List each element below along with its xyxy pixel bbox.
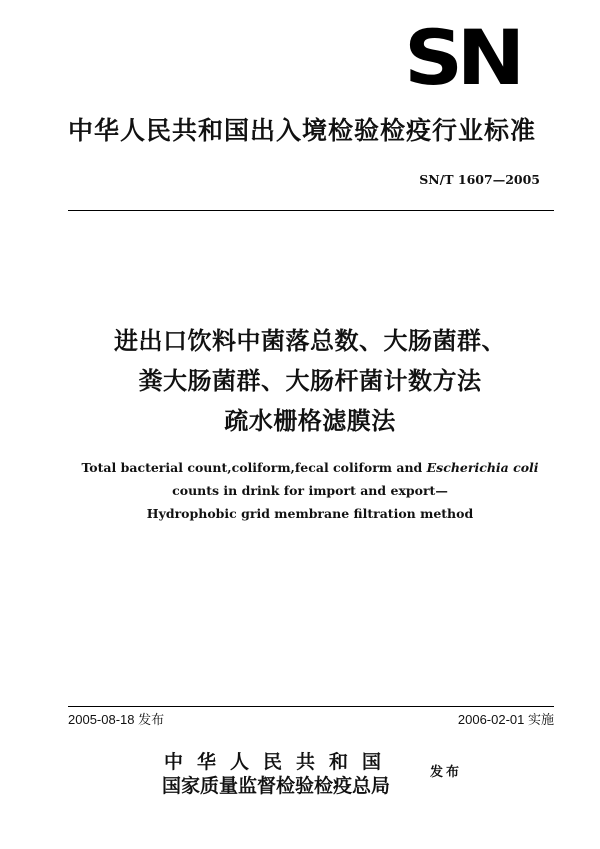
chinese-title-line-2: 粪大肠菌群、大肠杆菌计数方法 [138, 367, 482, 395]
publisher-country: 中华人民共和国 [164, 751, 396, 773]
english-title-line-2: counts in drink for import and export— [172, 483, 448, 498]
chinese-title-line-3: 疏水栅格滤膜法 [224, 407, 396, 435]
issuing-sector-title: 中华人民共和国出入境检验检疫行业标准 [68, 116, 537, 145]
chinese-title-line-1: 进出口饮料中菌落总数、大肠菌群、 [114, 327, 506, 355]
english-title-line-1-italic: Escherichia coli [426, 460, 539, 475]
standard-code: SN/T 1607—2005 [419, 172, 540, 187]
english-title-line-3: Hydrophobic grid membrane filtration method [146, 506, 474, 521]
publisher-block [162, 750, 463, 810]
publish-label: 发布 [430, 765, 463, 780]
publisher-agency: 国家质量监督检验检疫总局 [162, 775, 391, 797]
bottom-divider [68, 706, 554, 707]
implementation-date: 2006-02-01 实施 [457, 712, 554, 727]
issue-date: 2005-08-18 发布 [68, 712, 165, 727]
english-title-line-1-prefix: Total bacterial count,coliform,fecal coliform and [81, 460, 427, 475]
top-divider [68, 210, 554, 211]
sn-logo: SN [404, 13, 519, 102]
english-title-line-1 [40, 459, 580, 477]
